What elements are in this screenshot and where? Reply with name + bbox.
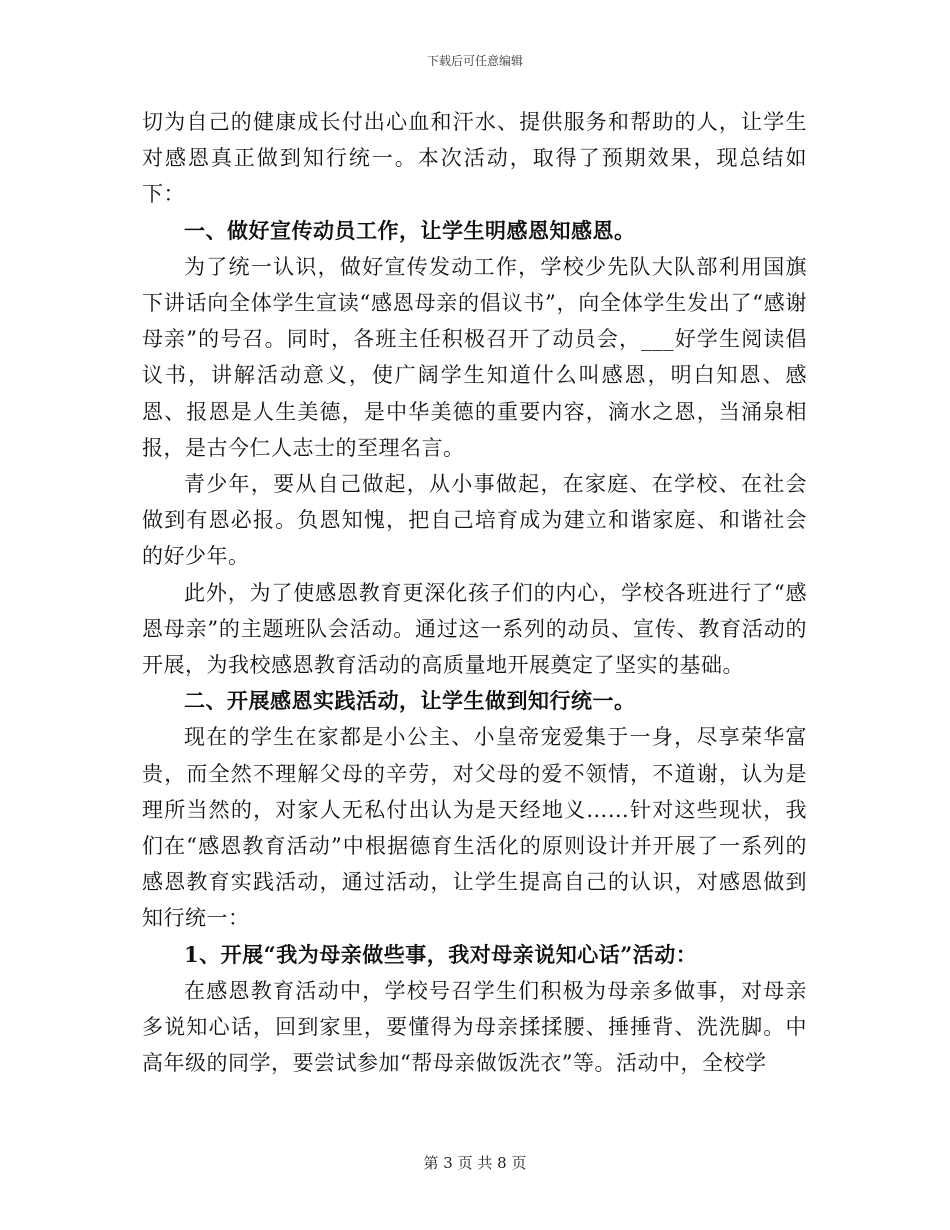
page-footer: 第 3 页 共 8 页 — [423, 1154, 527, 1172]
subsection-heading: 1、开展“我为母亲做些事，我对母亲说知心话”活动： — [184, 941, 698, 967]
paragraph: 为了统一认识，做好宣传发动工作，学校少先队大队部利用国旗下讲话向全体学生宣读“感恩母亲的倡议书”，向全体学生发出了“感谢母亲”的号召。同时，各班主任积极召开了动员会，___好学生阅读倡议书，讲解活动意义，使广阔学生知道什么叫感恩，明白知恩、感恩、报恩是人生美德，是中华美德的重要内容，滴水之恩，当涌泉相报，是古今仁人志士的至理名言。 — [142, 254, 807, 460]
section-heading: 二、开展感恩实践活动，让学生做到知行统一。 — [184, 688, 636, 714]
paragraph: 现在的学生在家都是小公主、小皇帝宠爱集于一身，尽享荣华富贵，而全然不理解父母的辛劳，对父母的爱不领情，不道谢，认为是理所当然的，对家人无私付出认为是天经地义……针对这些现状，我们在“感恩教育活动”中根据德育生活化的原则设计并开展了一系列的感恩教育实践活动，通过活动，让学生提高自己的认识，对感恩做到知行统一： — [142, 725, 807, 931]
page-header: 下载后可任意编辑 — [426, 54, 523, 68]
section-heading: 一、做好宣传动员工作，让学生明感恩知感恩。 — [184, 217, 636, 243]
paragraph: 切为自己的健康成长付出心血和汗水、提供服务和帮助的人，让学生对感恩真正做到知行统一。本次活动，取得了预期效果，现总结如下： — [142, 110, 807, 207]
paragraph: 此外，为了使感恩教育更深化孩子们的内心，学校各班进行了“感恩母亲”的主题班队会活动。通过这一系列的动员、宣传、教育活动的开展，为我校感恩教育活动的高质量地开展奠定了坚实的基础。 — [142, 580, 807, 678]
document-body — [142, 104, 807, 1081]
paragraph: 青少年，要从自己做起，从小事做起，在家庭、在学校、在社会做到有恩必报。负恩知愧，把自己培育成为建立和谐家庭、和谐社会的好少年。 — [142, 472, 807, 569]
paragraph: 在感恩教育活动中，学校号召学生们积极为母亲多做事，对母亲多说知心话，回到家里，要懂得为母亲揉揉腰、捶捶背、洗洗脚。中高年级的同学，要尝试参加“帮母亲做饭洗衣”等。活动中，全校学 — [142, 978, 807, 1076]
